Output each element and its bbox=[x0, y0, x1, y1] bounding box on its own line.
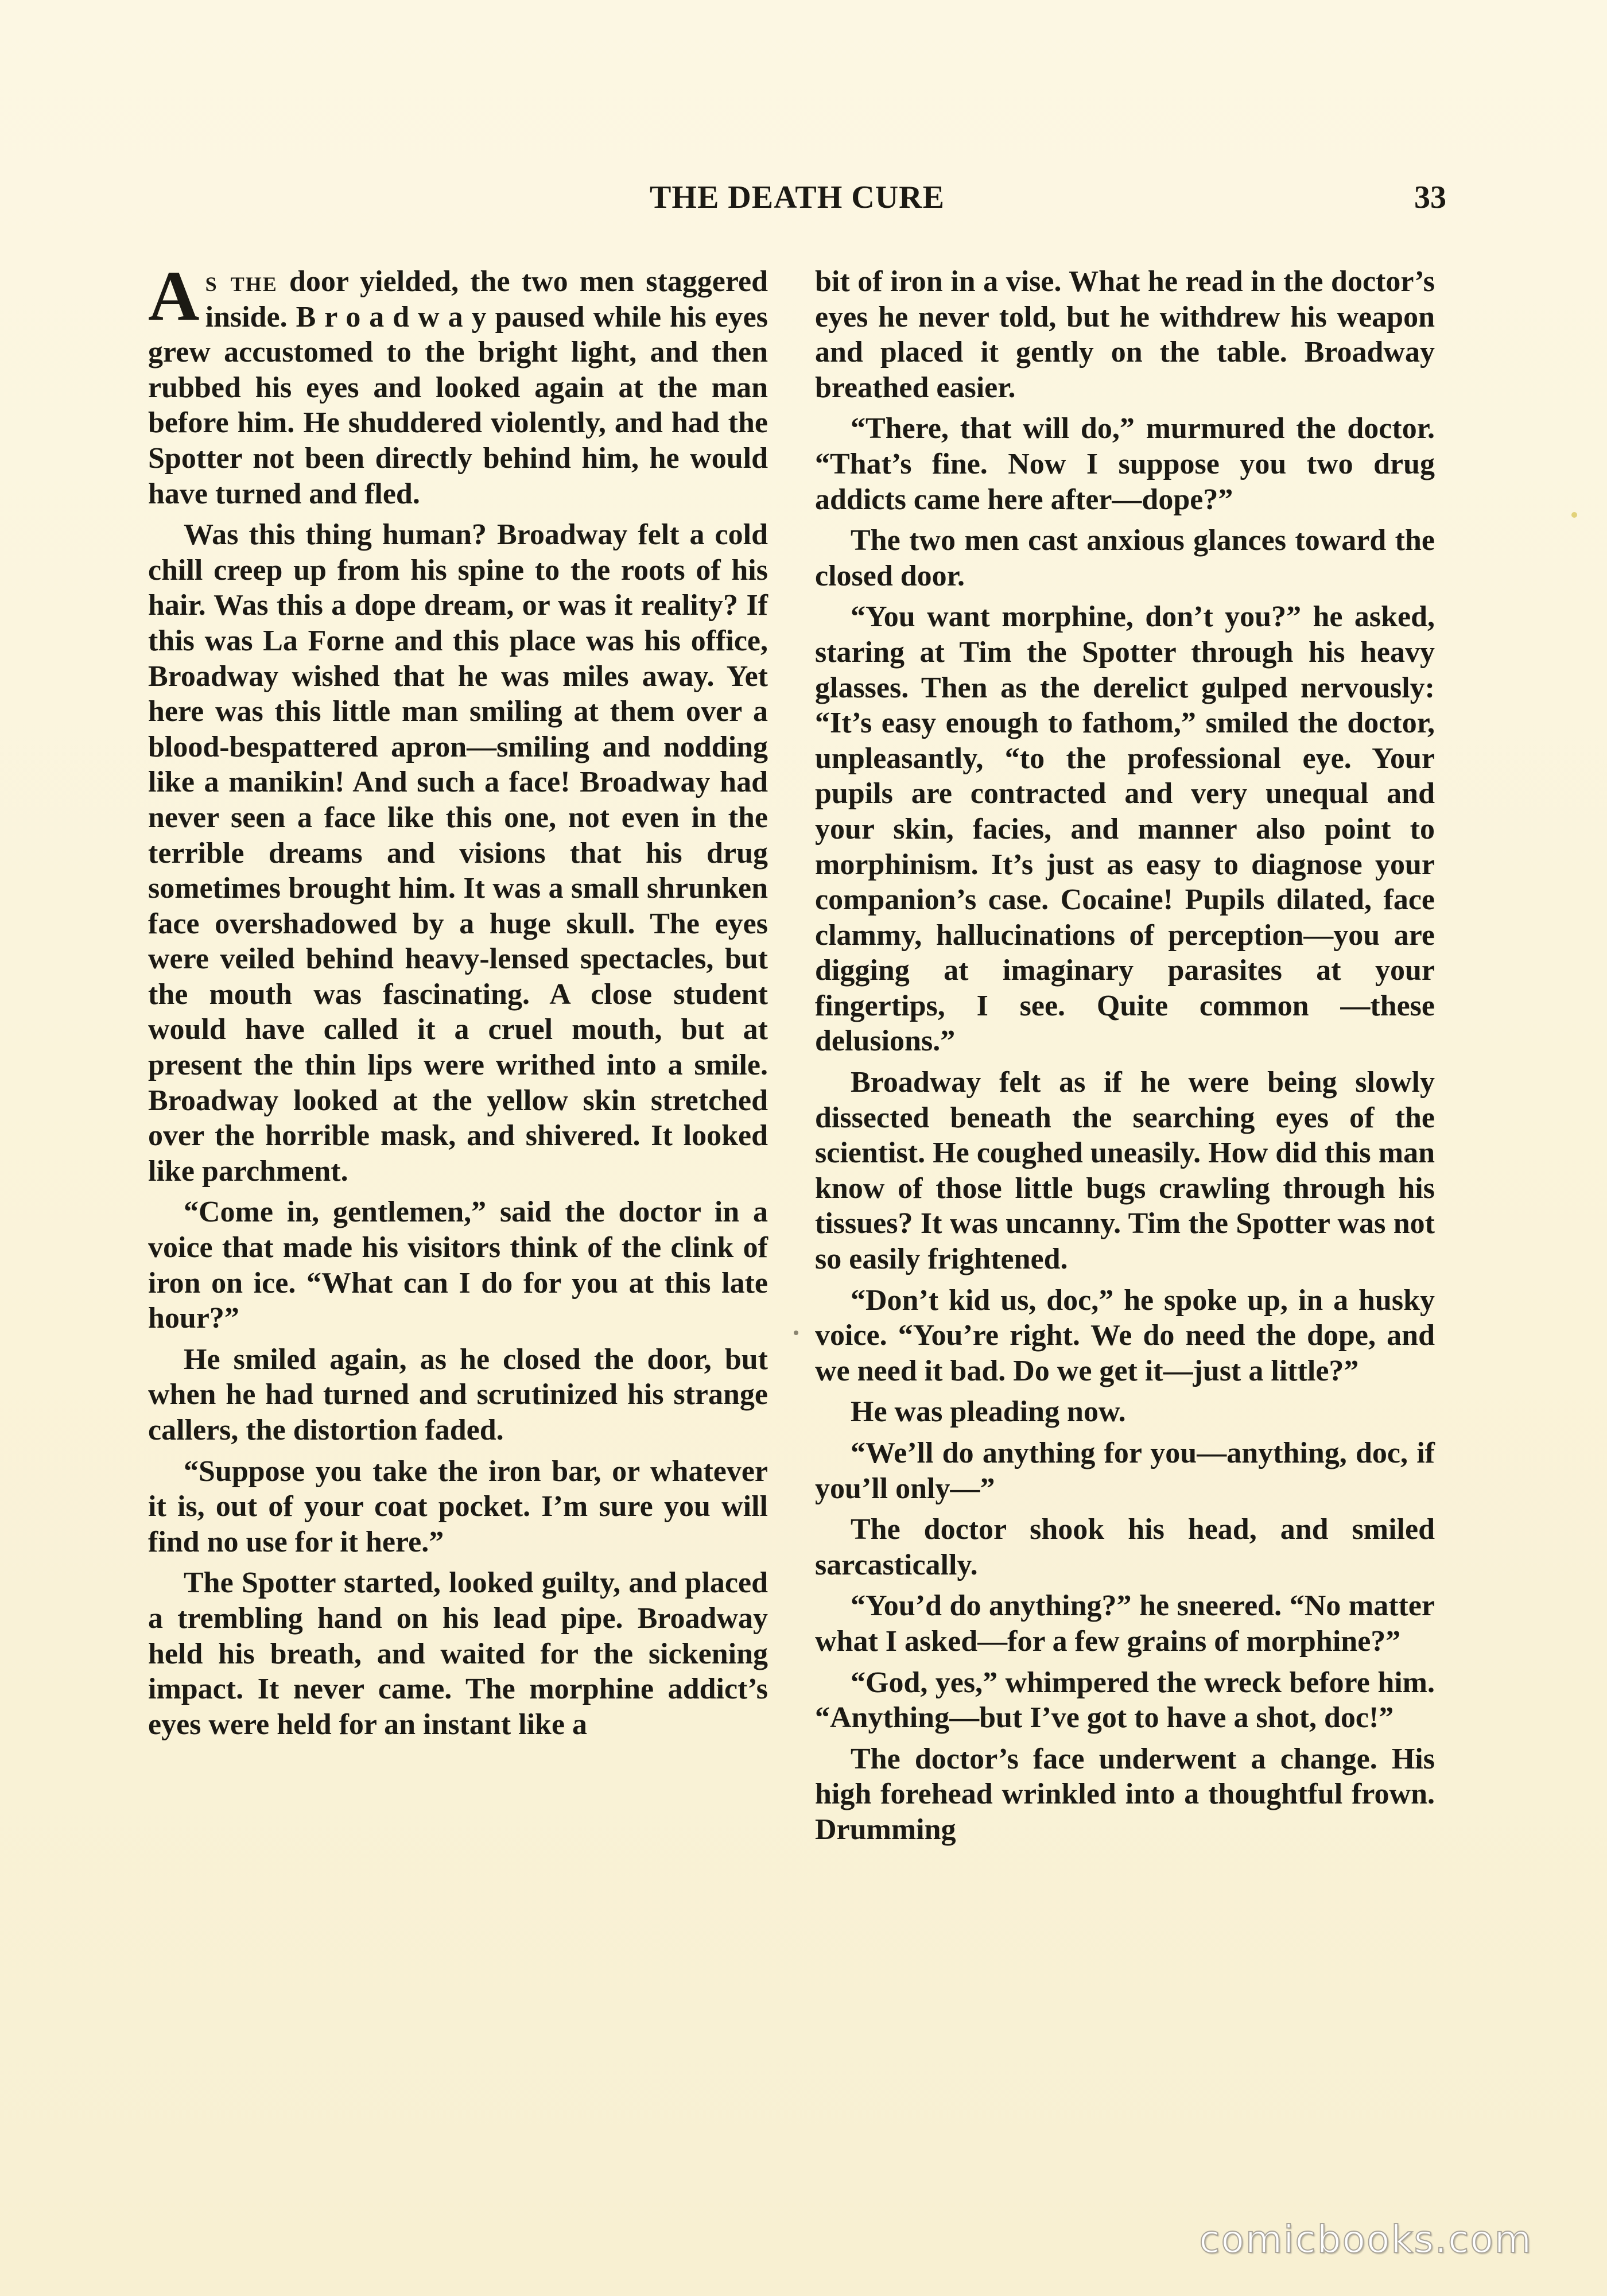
paragraph: “Come in, gentlemen,” said the doctor in a voice that made his visitors think of the clink of iron on ice. “What can I do for you at this late hour?” bbox=[148, 1196, 768, 1335]
paragraph-text: door yielded, the two men staggered inside. B r o a d w a y paused while his eyes grew accustomed to the bright light, and then rubbed his eyes and looked again at the man before him. He shuddered violently, and had the Spotter not been directly behind him, he would have turned and fled. bbox=[148, 265, 768, 510]
opening-small-caps: s the bbox=[205, 265, 278, 298]
running-head bbox=[148, 179, 1446, 225]
opening-paragraph bbox=[148, 257, 768, 511]
paragraph: He was pleading now. bbox=[851, 1395, 1126, 1429]
paragraph: The Spotter started, looked guilty, and placed a trembling hand on his lead pipe. Broadway held his breath, and waited for the sickening impact. It never came. The morphine addict’s eyes were held for an instant like a bbox=[148, 1566, 768, 1741]
page-number: 33 bbox=[1414, 180, 1446, 215]
right-column bbox=[815, 264, 1435, 1853]
paragraph: He smiled again, as he closed the door, but when he had turned and scrutinized his strange callers, the distortion faded. bbox=[148, 1343, 768, 1446]
paragraph: “We’ll do anything for you—anything, doc, if you’ll only—” bbox=[815, 1437, 1435, 1505]
print-speck bbox=[794, 1331, 798, 1335]
paragraph: Was this thing human? Broadway felt a cold chill creep up from his spine to the roots of his hair. Was this a dope dream, or was it reality? If this was La Forne and this place was his office, Broadway wished that he was miles away. Yet here was this little man smiling at them over a blood-bespattered apron—smiling and nodding like a manikin! And such a face! Broadway had never seen a face like this one, not even in the terrible dreams and visions that his drug sometimes brought him. It was a small shrunken face overshadowed by a huge skull. The eyes were veiled behind heavy-lensed spectacles, but the mouth was fascinating. A close student would have called it a cruel mouth, but at present the thin lips were writhed into a smile. Broadway looked at the yellow skin stretched over the horrible mask, and shivered. It looked like parchment. bbox=[148, 518, 768, 1188]
continued-paragraph: bit of iron in a vise. What he read in the doctor’s eyes he never told, but he withdrew his weapon and placed it gently on the table. Broadway breathed easier. bbox=[815, 265, 1435, 404]
running-title: THE DEATH CURE bbox=[650, 180, 945, 215]
paragraph: “Suppose you take the iron bar, or whatever it is, out of your coat pocket. I’m sure you will find no use for it here.” bbox=[148, 1455, 768, 1558]
paragraph: The doctor’s face underwent a change. His high forehead wrinkled into a thoughtful frown. Drumming bbox=[815, 1742, 1435, 1846]
watermark: comicbooks.com bbox=[1199, 2217, 1532, 2262]
paragraph: “Don’t kid us, doc,” he spoke up, in a husky voice. “You’re right. We do need the dope, and we need it bad. Do we get it—just a little?” bbox=[815, 1283, 1435, 1387]
paragraph: The two men cast anxious glances toward the closed door. bbox=[815, 524, 1435, 592]
drop-cap: A bbox=[148, 257, 200, 335]
paragraph: “There, that will do,” murmured the doctor. “That’s fine. Now I suppose you two drug addicts came here after—dope?” bbox=[815, 412, 1435, 516]
paragraph: Broadway felt as if he were being slowly dissected beneath the searching eyes of the scientist. He coughed uneasily. How did this man know of those little bugs crawling through his tissues? It was uncanny. Tim the Spotter was not so easily frightened. bbox=[815, 1066, 1435, 1276]
paragraph: “You want morphine, don’t you?” he asked, staring at Tim the Spotter through his heavy glasses. Then as the derelict gulped nervously: “It’s easy enough to fathom,” smiled the doctor, unpleasantly, “to the professional eye. Your pupils are contracted and very unequal and your skin, facies, and manner also point to morphinism. It’s just as easy to diagnose your companion’s case. Cocaine! Pupils dilated, face clammy, hallucinations of perception—you are digging at imaginary parasites at your fingertips, I see. Quite common —these delusions.” bbox=[815, 600, 1435, 1058]
paragraph: The doctor shook his head, and smiled sarcastically. bbox=[815, 1513, 1435, 1581]
left-column bbox=[148, 257, 768, 1748]
print-speck bbox=[1571, 512, 1577, 518]
paragraph: “You’d do anything?” he sneered. “No matter what I asked—for a few grains of morphine?” bbox=[815, 1589, 1435, 1658]
paragraph: “God, yes,” whimpered the wreck before him. “Anything—but I’ve got to have a shot, doc!” bbox=[815, 1666, 1435, 1735]
